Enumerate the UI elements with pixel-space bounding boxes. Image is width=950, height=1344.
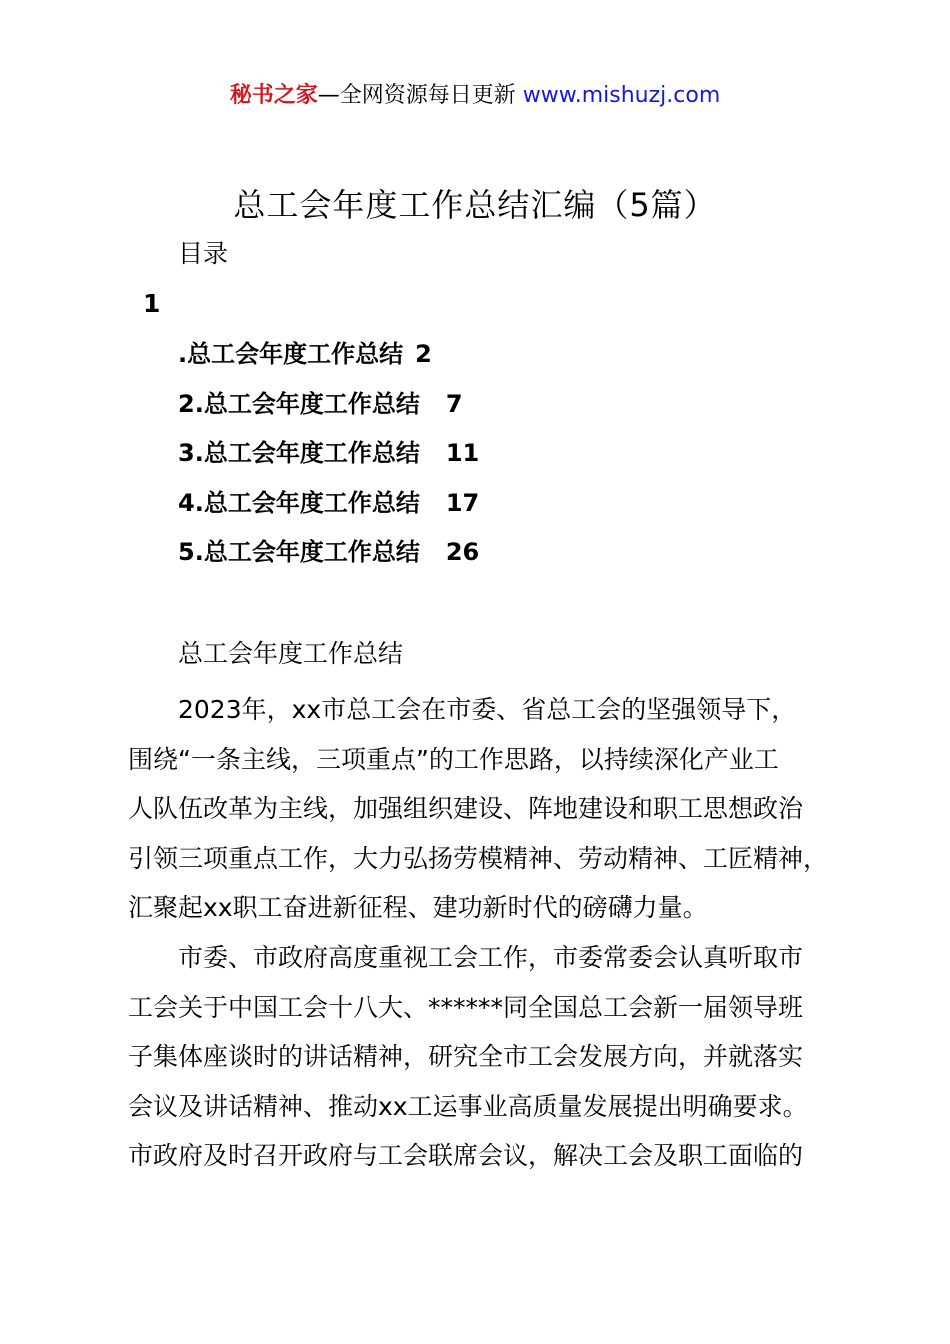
paragraph-line: 人队伍改革为主线，加强组织建设、阵地建设和职工思想政治 — [128, 794, 804, 824]
toc-item-label: 5.总工会年度工作总结 — [178, 538, 420, 567]
toc-item-page: 2 — [415, 340, 432, 368]
paragraph-line: 子集体座谈时的讲话精神，研究全市工会发展方向，并就落实 — [128, 1042, 804, 1072]
toc-item-label: 3.总工会年度工作总结 — [178, 439, 420, 468]
toc-heading: 目录 — [178, 239, 229, 268]
site-url-link[interactable]: www.mishuzj.com — [522, 83, 721, 108]
toc-item-label: 2.总工会年度工作总结 — [178, 389, 420, 418]
header-slogan: —全网资源每日更新 — [317, 83, 523, 108]
paragraph-line: 工会关于中国工会十八大、******同全国总工会新一届领导班 — [128, 992, 804, 1022]
paragraph-line: 引领三项重点工作，大力弘扬劳模精神、劳动精神、工匠精神， — [128, 843, 829, 873]
toc-item[interactable] — [178, 534, 479, 584]
toc-item[interactable] — [178, 386, 479, 436]
section-title: 总工会年度工作总结 — [178, 639, 404, 668]
toc-item-label: 4.总工会年度工作总结 — [178, 488, 420, 517]
paragraph — [128, 685, 848, 933]
paragraph — [128, 933, 848, 1181]
paragraph-line: 会议及讲话精神、推动xx工运事业高质量发展提出明确要求。 — [128, 1091, 808, 1121]
toc-item[interactable] — [178, 435, 479, 485]
paragraph-line: 市委、市政府高度重视工会工作，市委常委会认真听取市 — [178, 942, 804, 972]
toc-item-page: 11 — [445, 439, 480, 468]
body-text — [128, 685, 848, 1181]
paragraph-line: 围绕“一条主线，三项重点”的工作思路，以持续深化产业工 — [128, 744, 779, 774]
toc-item[interactable] — [178, 485, 479, 535]
toc-list — [178, 336, 479, 584]
brand-name: 秘书之家 — [229, 83, 318, 108]
toc-item-page: 26 — [445, 538, 480, 567]
toc-first-number: 1 — [143, 289, 161, 318]
toc-item-label: .总工会年度工作总结 — [178, 340, 404, 368]
toc-item[interactable] — [178, 336, 479, 386]
toc-item-page: 7 — [445, 389, 463, 418]
paragraph-line: 市政府及时召开政府与工会联席会议，解决工会及职工面临的 — [128, 1141, 804, 1171]
paragraph-line: 汇聚起xx职工奋进新征程、建功新时代的磅礴力量。 — [128, 893, 708, 923]
site-header — [0, 80, 950, 112]
paragraph-line: 2023年，xx市总工会在市委、省总工会的坚强领导下， — [178, 695, 797, 724]
toc-item-page: 17 — [445, 488, 480, 517]
document-title: 总工会年度工作总结汇编（5篇） — [233, 186, 717, 224]
